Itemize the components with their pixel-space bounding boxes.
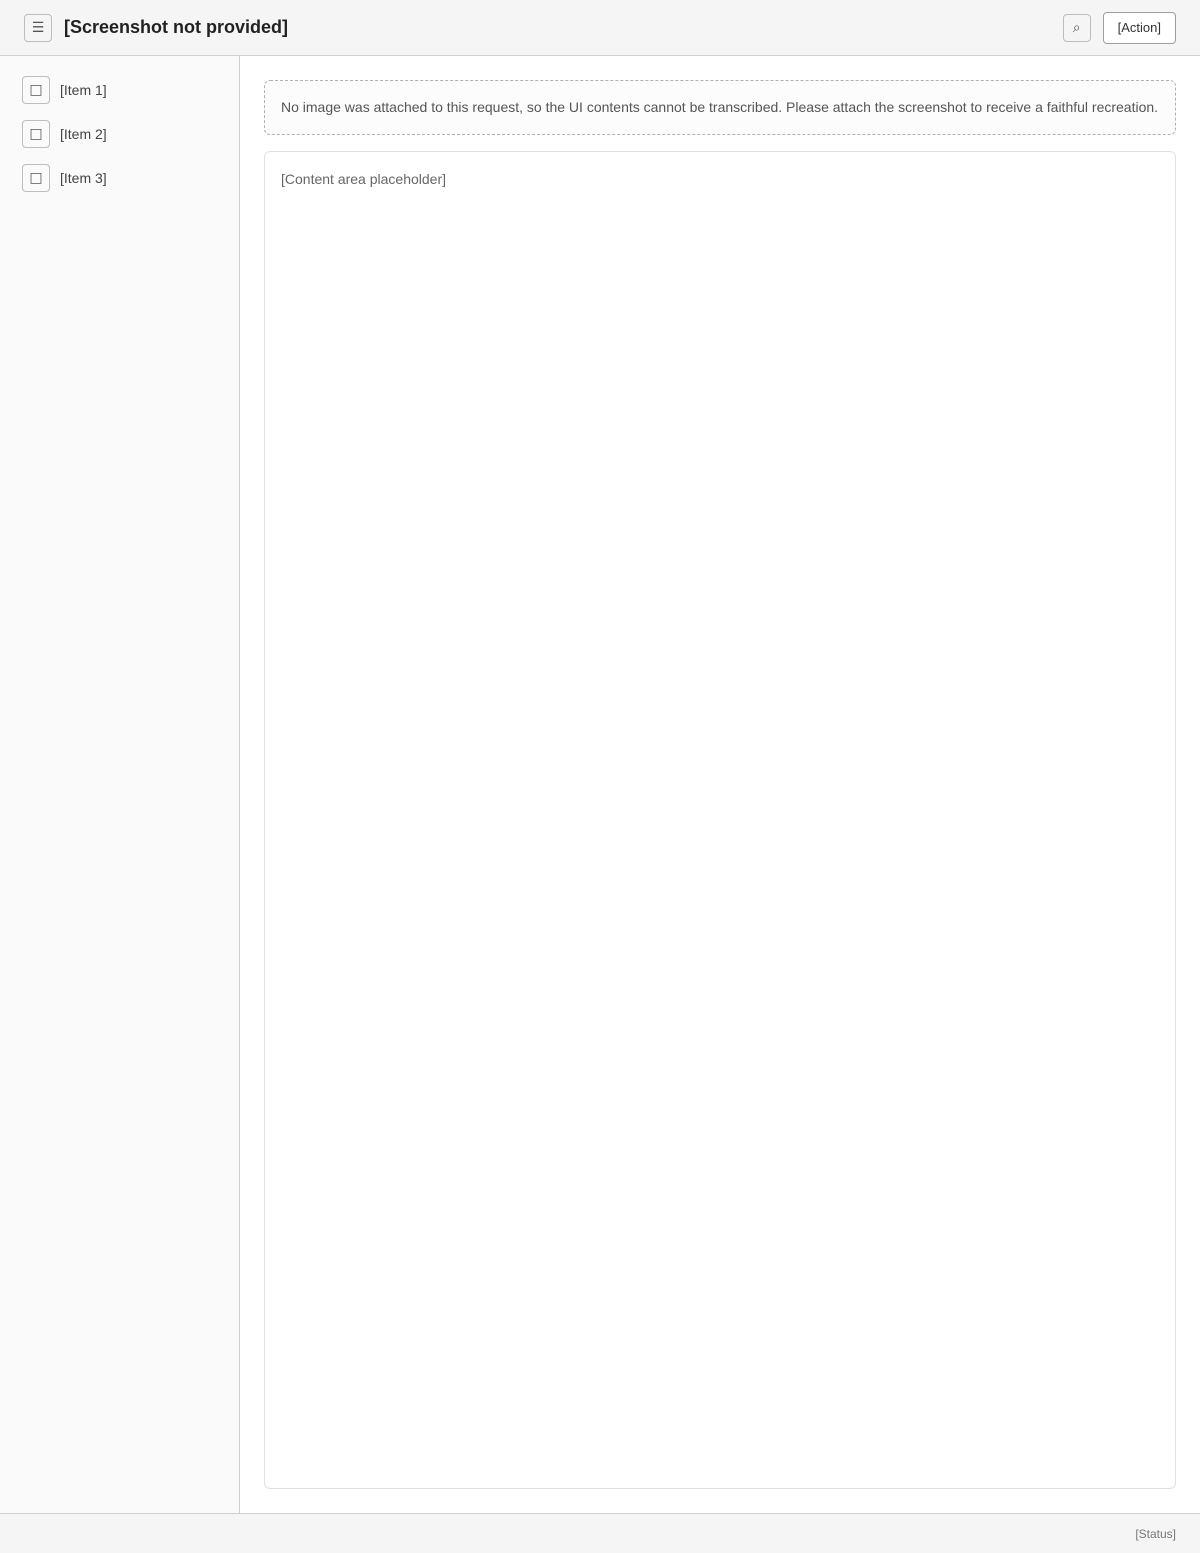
header-right [1063,12,1176,44]
header-left [24,14,288,42]
page-body [0,56,1200,1513]
main-content [240,56,1200,1513]
menu-icon[interactable]: ☰ [24,14,52,42]
placeholder-icon: □ [22,76,50,104]
page-title: [Screenshot not provided] [64,17,289,37]
sidebar-item-label: [Item 1] [60,82,107,98]
status-text: [Status] [1135,1526,1176,1541]
placeholder-icon: □ [22,164,50,192]
sidebar-item-1[interactable] [12,72,227,108]
status-bar [0,1513,1200,1553]
sidebar-item-3[interactable] [12,160,227,196]
placeholder-icon: □ [22,120,50,148]
sidebar-item-label: [Item 3] [60,170,107,186]
sidebar-item-2[interactable] [12,116,227,152]
top-header [0,0,1200,56]
primary-action-button[interactable]: [Action] [1103,12,1176,44]
sidebar-item-label: [Item 2] [60,126,107,142]
content-placeholder: [Content area placeholder] [264,151,1176,1489]
search-icon[interactable]: ⌕ [1063,14,1091,42]
missing-image-notice: No image was attached to this request, so the UI contents cannot be transcribed. Please attach the screenshot to receive a faithful recreation. [264,80,1176,135]
sidebar [0,56,240,1513]
